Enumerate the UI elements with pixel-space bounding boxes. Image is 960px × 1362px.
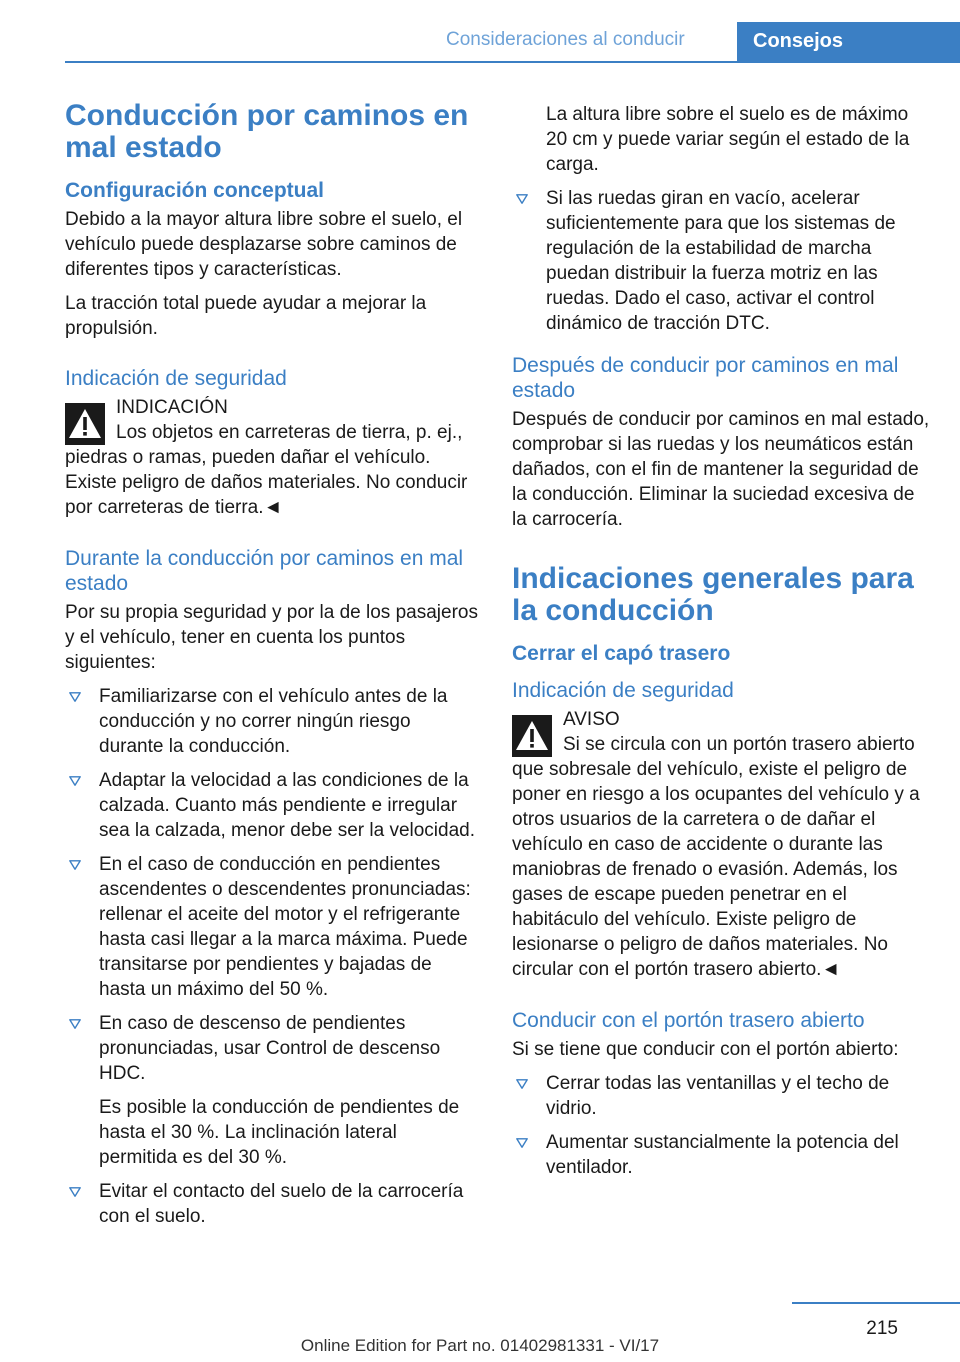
triangle-bullet-icon xyxy=(69,776,81,786)
footer-rule xyxy=(792,1302,960,1304)
paragraph: Por su propia seguridad y por la de los pasajeros y el vehículo, tener en cuenta los puntos siguientes: xyxy=(65,602,478,673)
warning-block xyxy=(65,395,479,520)
heading-safety: Indicación de seguridad xyxy=(512,679,734,702)
triangle-bullet-icon xyxy=(516,194,528,204)
triangle-bullet-icon xyxy=(69,1187,81,1197)
section-title-rough-roads: Conducción por caminos en mal estado xyxy=(65,99,469,164)
right-column xyxy=(512,102,930,1189)
list-item: En caso de descenso de pendientes pronunciadas, usar Control de descenso HDC. Es posible la conducción de pendientes de hasta el 30 %. La inclinación lateral permitida es del 30 %. xyxy=(65,1011,479,1170)
page-number: 215 xyxy=(866,1318,898,1339)
list-item: Cerrar todas las ventanillas y el techo de vidrio. xyxy=(512,1071,930,1121)
bullet-list xyxy=(512,1071,930,1180)
warning-label: AVISO xyxy=(563,709,620,730)
warning-icon xyxy=(65,403,105,445)
paragraph: La tracción total puede ayudar a mejorar la propulsión. xyxy=(65,293,427,339)
paragraph: Después de conducir por caminos en mal estado, comprobar si las ruedas y los neumáticos están dañados, con el fin de mantener la seguridad de la conducción. Eliminar la suciedad excesiva de la carrocería. xyxy=(512,409,930,530)
edition-footer: Online Edition for Part no. 01402981331 - VI/17 xyxy=(300,1336,660,1355)
list-item: Adaptar la velocidad a las condiciones de la calzada. Cuanto más pendiente e irregular sea la calzada, menor debe ser la velocidad. xyxy=(65,768,479,843)
triangle-bullet-icon xyxy=(69,692,81,702)
header-section-title: Consideraciones al conducir xyxy=(446,29,685,50)
list-item: Aumentar sustancialmente la potencia del ventilador. xyxy=(512,1130,930,1180)
page-header xyxy=(0,22,960,62)
list-item-note: Es posible la conducción de pendientes de hasta el 30 %. La inclinación lateral permitida es del 30 %. xyxy=(99,1097,460,1168)
list-item-continued: La altura libre sobre el suelo es de máximo 20 cm y puede variar según el estado de la carga. xyxy=(546,104,910,175)
warning-block xyxy=(512,707,930,982)
warning-icon xyxy=(512,715,552,757)
list-item: Familiarizarse con el vehículo antes de la conducción y no correr ningún riesgo durante la conducción. xyxy=(65,684,479,759)
heading-close-tailgate: Cerrar el capó trasero xyxy=(512,642,731,665)
heading-safety: Indicación de seguridad xyxy=(65,367,287,390)
heading-concept: Configuración conceptual xyxy=(65,179,325,202)
bullet-list xyxy=(65,684,479,1229)
triangle-bullet-icon xyxy=(516,1138,528,1148)
warning-label: INDICACIÓN xyxy=(116,397,228,418)
triangle-bullet-icon xyxy=(516,1079,528,1089)
heading-during: Durante la conducción por caminos en mal estado xyxy=(65,547,464,595)
list-item: En el caso de conducción en pendientes ascendentes o descendentes pronunciadas: rellenar el aceite del motor y el refrigerante hasta casi llegar a la marca máxima. Puede transitarse por pendientes y bajadas de hasta un máximo del 50 %. xyxy=(65,852,479,1002)
warning-text: Los objetos en carreteras de tierra, p. ej., piedras o ramas, pueden dañar el vehículo. Existe peligro de daños materiales. No conducir por carreteras de tierra.◄ xyxy=(65,422,468,518)
list-item: Evitar el contacto del suelo de la carrocería con el suelo. xyxy=(65,1179,479,1229)
left-column xyxy=(65,100,479,1238)
list-item: Si las ruedas giran en vacío, acelerar suficientemente para que los sistemas de regulación de la estabilidad de marcha puedan distribuir la fuerza motriz en las ruedas. Dado el caso, activar el control dinámico de tracción DTC. xyxy=(512,186,930,336)
section-title-general: Indicaciones generales para la conducción xyxy=(512,562,914,627)
bullet-list-continued xyxy=(512,102,930,336)
warning-text: Si se circula con un portón trasero abierto que sobresale del vehículo, existe el peligro de poner en riesgo a los ocupantes del vehículo y a otros usuarios de la carretera o de dañar el vehículo en caso de accidente o durante las maniobras de frenado o evasión. Además, los gases de escape pueden penetrar en el habitáculo del vehículo. Existe peligro de lesionarse o peligro de daños materiales. No circular con el portón trasero abierto.◄ xyxy=(512,734,920,980)
header-rule xyxy=(65,61,960,63)
paragraph: Si se tiene que conducir con el portón abierto: xyxy=(512,1039,899,1060)
triangle-bullet-icon xyxy=(69,1019,81,1029)
header-tab: Consejos xyxy=(737,22,960,63)
triangle-bullet-icon xyxy=(69,860,81,870)
paragraph: Debido a la mayor altura libre sobre el suelo, el vehículo puede desplazarse sobre caminos de diferentes tipos y características. xyxy=(65,209,463,280)
heading-after: Después de conducir por caminos en mal estado xyxy=(512,354,899,402)
heading-open-tailgate: Conducir con el portón trasero abierto xyxy=(512,1009,865,1032)
